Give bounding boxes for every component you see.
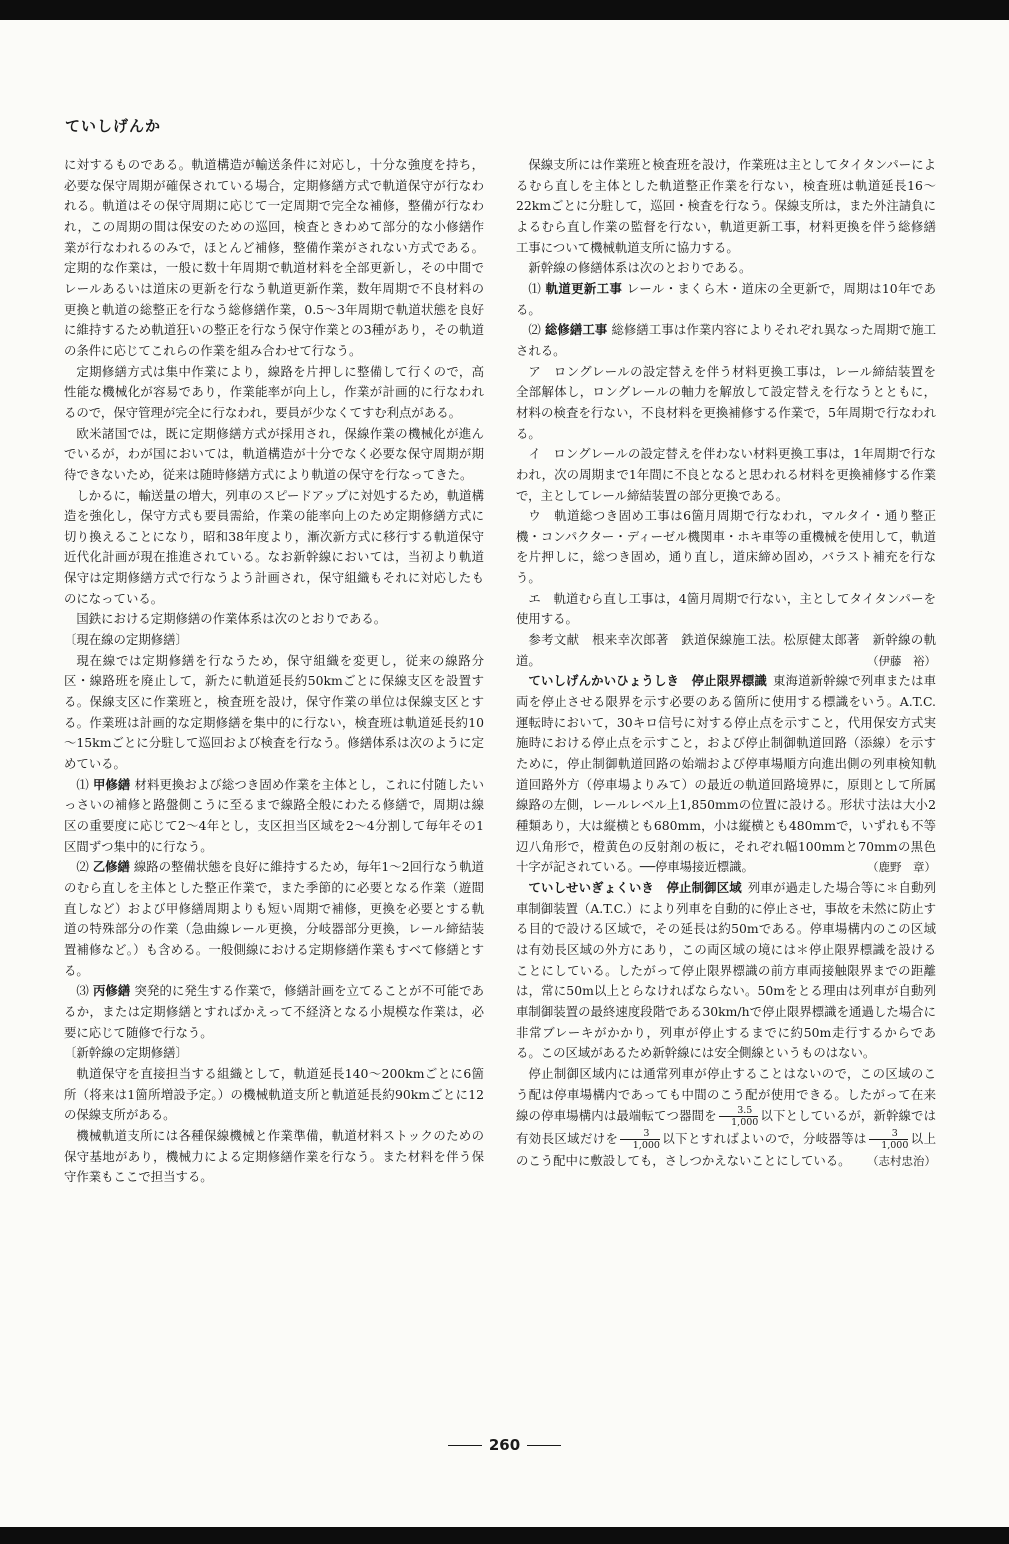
left-column	[64, 155, 484, 1188]
page-number: 260	[488, 1436, 521, 1454]
item-heading: 丙修繕	[92, 983, 131, 999]
fraction-denominator: 1,000	[881, 1140, 909, 1152]
paragraph: 軌道保守を直接担当する組織として，軌道延長140～200kmごとに6箇所（将来は1箇所増設予定。）の機械軌道支所と軌道延長約90kmごとに12の保線支所がある。	[64, 1065, 484, 1123]
paragraph: 欧米諸国では，既に定期修繕方式が採用され，保線作業の機械化が進んでいるが，わが国においては，軌道構造が十分でなく必要な保守周期が期待できないため，従来は随時修繕方式により軌道の保守を行なってきた。	[64, 425, 484, 482]
entry-text: 東海道新幹線で列車または車両を停止させる限界を示す必要のある箇所に使用する標識をいう。A.T.C.運転時において，30キロ信号に対する停止点を示すこと，代用保安方式実施時における停止点を示すこと，および停止制御軌道回路（添線）を示すために，停止制御軌道回路の始端および停車場順方向進出側の列車検知軌道回路外方（停車場よりみて）の最近の軌道回路境界に，原則として所属線路の左側，レールレベル上1,850mmの位置に設ける。形状寸法は大小2種類あり，大は縦横とも680mm，小は縦横とも480mmで，いずれも不等辺八角形で，橙黄色の反射剤の板に，それぞれ幅100mmと70mmの黒色十字が記されている。──停車場接近標識。	[516, 673, 937, 875]
paragraph: 定期修繕方式は集中作業により，線路を片押しに整備して行くので，高性能な機械化が容易であり，作業能率が向上し，作業が計画的に行なわれるので，保守管理が完全に行なわれ，要員が少なくてすむ利点がある。	[64, 363, 484, 420]
item-number: ⑵	[528, 322, 541, 338]
item-heading: 総修繕工事	[544, 322, 608, 338]
text-run: 以下とすればよいので，分岐器等は	[661, 1131, 867, 1147]
right-column	[516, 155, 936, 1172]
references	[516, 630, 936, 671]
reference-text: 参考文献 根来幸次郎著 鉄道保線施工法。松原健太郎著 新幹線の軌道。	[516, 632, 936, 668]
paragraph: しかるに，輸送量の増大，列車のスピードアップに対処するため，軌道構造を強化し，保守方式も要員需給，作業の能率向上のため定期修繕方式に切り換えることになり，昭和38年度より，漸次新方式に移行する軌道保守近代化計画が現在推進されている。なお新幹線においては，当初より軌道保守は定期修繕方式で行なうよう計画され，保守組織もそれに対応したものになっている。	[64, 487, 484, 606]
item-text: 材料更換および総つき固め作業を主体とし，これに付随したいっさいの補修と路盤側こうに至るまで線路全般にわたる修繕で，周期は線区の重要度に応じて2～4年とし，支区担当区域を2～4分割して毎年その1区間ずつ集中的に行なう。	[64, 776, 485, 854]
text-run: 以上のこう配中に敷設しても，さしつかえないことにしている。	[516, 1131, 936, 1169]
item-number: ⑴	[528, 280, 542, 296]
author-signature: （鹿野 章）	[867, 860, 936, 875]
fraction	[869, 1128, 909, 1151]
list-item	[64, 981, 484, 1043]
item-text: レール・まくら木・道床の全更新で，周期は10年である。	[516, 280, 936, 317]
fraction-numerator: 3.5	[719, 1105, 759, 1117]
entry-title: ていしげんかいひょうしき 停止限界標識	[528, 673, 767, 689]
list-item	[516, 320, 936, 361]
entry-text: 列車が過走した場合等に＊自動列車制御装置（A.T.C.）により列車を自動的に停止させ，事故を未然に防止する目的で設ける区域で，その延長は約50mである。停車場構内のこの区域は有効長区域の外方にあり，この両区域の境には＊停止限界標識を設けることにしている。したがって停止限界標識の前方車両接触限界までの距離は，常に50m以上とらなければならない。50mをとる理由は列車が自動列車制御装置の最終速度段階である30km/hで停止限界標識を通過した場合に非常ブレーキがかかり，列車が停止するまでに約50m走行するからである。この区域があるため新幹線には安全側線というものはない。	[516, 879, 937, 1061]
paragraph: 機械軌道支所には各種保線機械と作業準備，軌道材料ストックのための保守基地があり，機械力による定期修繕作業を行なう。また材料を伴う保守作業もここで担当する。	[64, 1127, 484, 1185]
list-item	[516, 279, 936, 320]
item-number: ⑶	[76, 983, 89, 999]
top-black-bar	[0, 0, 1009, 20]
paragraph: に対するものである。軌道構造が輸送条件に対応し，十分な強度を持ち，必要な保守周期が確保されている場合，定期修繕方式で軌道保守が行なわれる。軌道はその保守周期に応じて一定周期で完全な補修，整備が行なわれ，この周期の間は保安のための巡回，検査ときわめて部分的な小修繕作業が行なわれるのみで，ほとんど補修，整備作業がされない方式である。定期的な作業は，一般に数十年周期で軌道材料を全部更新し，その中間でレールあるいは道床の更新を行なう軌道更新作業，数年周期で不良材料の更換と軌道の総整正を行なう総修繕作業，0.5～3年周期で軌道状態を良好に維持するため軌道狂いの整正を行なう保守作業との3種があり，その軌道の条件に応じてこれらの作業を組み合わせて行なう。	[64, 157, 484, 358]
fraction-numerator: 3	[869, 1128, 909, 1140]
fraction	[620, 1128, 660, 1151]
item-heading: 軌道更新工事	[545, 280, 623, 296]
item-heading: 甲修繕	[92, 776, 131, 792]
paragraph: 保線支所には作業班と検査班を設け，作業班は主としてタイタンパーによるむら直しを主体とした軌道整正作業を行ない，検査班は軌道延長16～22kmごとに分駐して，巡回・検査を行なう。保線支所は，また外注請負によるむら直し作業の監督を行ない，軌道更新工事，材料更換を伴う総修繕工事について機械軌道支所に協力する。	[516, 157, 936, 255]
text-run: 以下としているが，新幹線では有効長区域だけを	[516, 1108, 936, 1147]
sub-item: ア ロングレールの設定替えを伴う材料更換工事は，レール締結装置を全部解体し，ロングレールの軸力を解放して設定替えを行なうとともに，材料の検査を行ない，不良材料を更換補修する作業で，5年周期で行なわれる。	[516, 363, 936, 441]
footer-rule-left	[448, 1445, 482, 1446]
item-number: ⑴	[76, 776, 89, 792]
item-number: ⑵	[76, 859, 89, 875]
running-header: ていしげんか	[65, 117, 162, 135]
item-heading: 乙修繕	[92, 859, 130, 875]
section-heading: 〔新幹線の定期修繕〕	[64, 1045, 188, 1061]
footer-rule-right	[527, 1445, 561, 1446]
page-footer	[0, 1436, 1009, 1454]
author-signature: （伊藤 裕）	[867, 653, 936, 668]
dictionary-entry	[516, 878, 936, 1064]
sub-item: イ ロングレールの設定替えを伴わない材料更換工事は，1年周期で行なわれ，次の周期まで1年間に不良となると思われる材料を更換補修する作業で，主としてレール締結装置の部分更換である。	[516, 446, 936, 503]
paragraph: 現在線では定期修繕を行なうため，保守組織を変更し，従来の線路分区・線路班を廃止して，新たに軌道延長約50kmごとに保線支区を設置する。保線支区に作業班と，検査班を設け，保守作業の単位は保線支区とする。作業班は計画的な定期修繕を集中的に行ない，検査班は軌道延長約10～15kmごとに分駐して巡回および検査を行なう。修繕体系は次のように定めている。	[64, 652, 484, 772]
item-text: 総修繕工事は作業内容によりそれぞれ異なった周期で施工される。	[516, 322, 937, 358]
item-text: 突発的に発生する作業で，修繕計画を立てることが不可能であるか，または定期修繕とすればかえって不経済となる小規模な作業は，必要に応じて随修で行なう。	[64, 983, 484, 1040]
fraction-numerator: 3	[620, 1128, 660, 1140]
paragraph: 新幹線の修繕体系は次のとおりである。	[528, 260, 752, 276]
paragraph	[516, 1064, 936, 1172]
dictionary-entry	[516, 671, 936, 878]
sub-item: エ 軌道むら直し工事は，4箇月周期で行ない，主としてタイタンパーを使用する。	[516, 590, 936, 627]
list-item	[64, 857, 484, 981]
item-text: 線路の整備状態を良好に維持するため，毎年1～2回行なう軌道のむら直しを主体とした整正作業で，また季節的に必要となる作業（遊間直しなど）および甲修繕周期よりも短い周期で補修，更換を必要とする軌道の特殊部分の作業（急曲線レール更換，分岐器部分更換，レール締結装置補修など。）も含める。一般側線における定期修繕作業もすべて修繕とする。	[64, 859, 484, 978]
entry-title: ていしせいぎょくいき 停止制御区域	[528, 879, 742, 895]
sub-item: ウ 軌道総つき固め工事は6箇月周期で行なわれ，マルタイ・通り整正機・コンパクター・ディーゼル機関車・ホキ車等の重機械を使用して，軌道を片押しに，総つき固め，通り直し，道床締め固め，バラスト補充を行なう。	[516, 508, 936, 586]
bottom-black-bar	[0, 1527, 1009, 1544]
fraction-denominator: 1,000	[632, 1140, 660, 1152]
fraction-denominator: 1,000	[731, 1117, 759, 1129]
section-heading: 〔現在線の定期修繕〕	[64, 632, 188, 648]
fraction	[719, 1105, 759, 1128]
list-item	[64, 775, 484, 858]
text-run: 停止制御区域内には通常列車が停止することはないので，この区域のこう配は停車場構内であっても中間のこう配が使用できる。したがって在来線の停車場構内は最端転てつ器間を	[516, 1065, 936, 1124]
author-signature: （志村忠治）	[867, 1154, 936, 1169]
paragraph: 国鉄における定期修繕の作業体系は次のとおりである。	[76, 611, 387, 627]
